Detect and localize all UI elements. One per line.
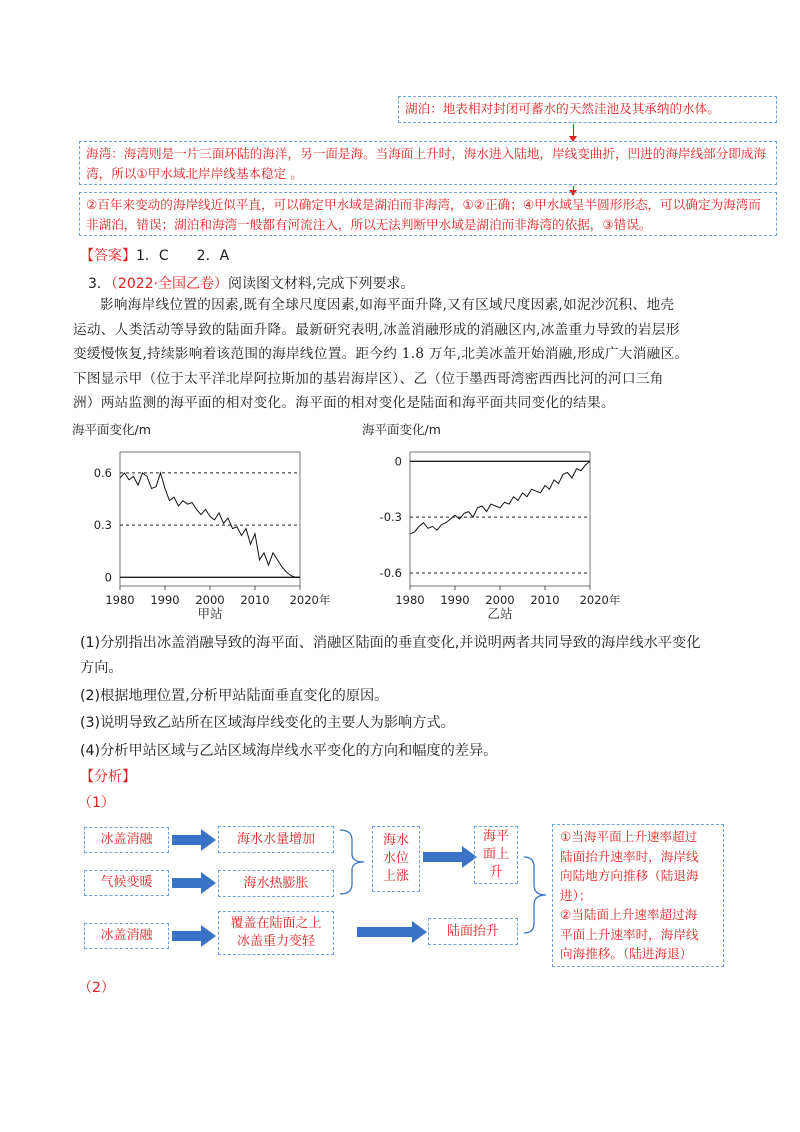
chart-y-tick-label: 0 — [394, 454, 402, 469]
flow-land-uplift: 陆面抬升 — [428, 918, 518, 945]
question3-passage — [73, 293, 773, 416]
arrow-down-2 — [573, 186, 574, 191]
chart-x-tick-label: 2010 — [530, 593, 560, 607]
chart-ylabel: 海平面变化/m — [72, 422, 151, 437]
answer-label: 【答案】 — [80, 248, 136, 264]
lake-definition-text: 湖泊：地表相对封闭可蓄水的天然洼池及其承纳的水体。 — [405, 101, 720, 116]
answer-text: 1．C 2．A — [136, 248, 230, 264]
chart-y-tick-label: 0.6 — [93, 465, 112, 480]
conclusion-text: ②百年来变动的海岸线近似平直，可以确定甲水域是湖泊而非海湾，①②正确；④甲水域呈半圆形形态，可以确定为海湾而非湖泊，错误；湖泊和海湾一般都有河流注入，所以无法判断甲水域是湖泊而非海湾的依据，③错误。 — [86, 197, 761, 232]
question3-header — [88, 273, 414, 293]
analysis-part2: （2） — [78, 980, 115, 996]
flow-arrow-1 — [172, 835, 202, 845]
passage-line: 影响海岸线位置的因素,既有全球尺度因素,如海平面升降,又有区域尺度因素,如泥沙沉积、地壳 — [100, 297, 675, 313]
flow-arrow-2 — [172, 878, 202, 888]
chart-station-yi — [350, 418, 650, 626]
flow-bracket — [336, 826, 372, 898]
arrow-down-1 — [573, 124, 574, 137]
chart-title: 甲站 — [197, 606, 223, 621]
flow-climate-warming: 气候变暖 — [84, 870, 169, 896]
flow-arrow-5 — [357, 927, 413, 937]
chart-frame — [410, 452, 590, 586]
chart-series-line — [410, 461, 590, 534]
passage-line: 变缓慢恢复,持续影响着该范围的海岸线位置。距今约 1.8 万年,北美冰盖开始消融,形成广大消融区。 — [73, 346, 689, 362]
question-item-3: (3)说明导致乙站所在区域海岸线变化的主要人为影响方式。 — [80, 715, 455, 731]
chart-x-tick-label: 1980 — [395, 593, 425, 607]
question-item-4: (4)分析甲站区域与乙站区域海岸线水平变化的方向和幅度的差异。 — [80, 743, 498, 759]
analysis-part1: （1） — [78, 795, 115, 811]
passage-line: 运动、人类活动等导致的陆面升降。最新研究表明,冰盖消融形成的消融区内,冰盖重力导致的岩层形 — [73, 321, 680, 338]
bay-definition-text: 海湾：海湾则是一片三面环陆的海洋，另一面是海。当海面上升时，海水进入陆地，岸线变曲折，凹进的海岸线部分即成海湾，所以①甲水域北岸岸线基本稳定 。 — [86, 146, 767, 181]
bay-definition-box — [79, 141, 777, 185]
passage-line: 下图显示甲（位于太平洋北岸阿拉斯加的基岩海岸区）、乙（位于墨西哥湾密西西比河的河口三角 — [73, 370, 664, 387]
conclusion-box — [79, 192, 777, 236]
chart-frame — [120, 452, 300, 586]
flow-result-box: ①当海平面上升速率超过 陆面抬升速率时，海岸线 向陆地方向推移（陆退海 进）； ②当陆面上升速率超过海 平面上升速率时，海岸线 向海推移。（陆进海退） — [552, 824, 724, 967]
chart-x-tick-label: 2020年 — [579, 593, 621, 607]
question3-number: 3． — [88, 276, 111, 292]
chart-x-tick-label: 2000 — [485, 593, 515, 607]
chart-title: 乙站 — [487, 606, 513, 621]
flow-sea-level-rise: 海平 面上 升 — [474, 826, 518, 884]
chart-x-tick-label: 1980 — [105, 593, 135, 607]
flow-arrow-4 — [172, 931, 202, 941]
chart-y-tick-label: 0 — [104, 570, 112, 585]
chart-station-jia — [60, 418, 360, 626]
flow-ice-melt-1: 冰盖消融 — [84, 827, 169, 853]
chart-x-tick-label: 2010 — [240, 593, 270, 607]
chart-ylabel: 海平面变化/m — [362, 422, 441, 437]
lake-definition-box — [398, 96, 777, 123]
question3-source: （2022·全国乙卷） — [110, 276, 229, 292]
chart-x-tick-label: 1990 — [150, 593, 180, 607]
flow-thermal-expansion: 海水热膨胀 — [218, 870, 334, 897]
chart-x-tick-label: 1990 — [440, 593, 470, 607]
question3-instruction: 阅读图文材料,完成下列要求。 — [228, 276, 415, 292]
question-item-1b: 方向。 — [80, 660, 123, 676]
chart-y-tick-label: -0.6 — [379, 565, 402, 580]
question-item-1a: (1)分别指出冰盖消融导致的海平面、消融区陆面的垂直变化,并说明两者共同导致的海岸线水平变化 — [80, 635, 701, 651]
passage-line: 洲）两站监测的海平面的相对变化。海平面的相对变化是陆面和海平面共同变化的结果。 — [73, 395, 615, 411]
flow-bracket-2 — [522, 853, 556, 937]
answer-line — [80, 245, 229, 265]
flow-arrow-3 — [423, 852, 463, 862]
chart-x-tick-label: 2020年 — [289, 593, 331, 607]
analysis-label: 【分析】 — [80, 769, 136, 785]
flow-ice-lighter: 覆盖在陆面之上 冰盖重力变轻 — [218, 911, 334, 955]
chart-x-tick-label: 2000 — [195, 593, 225, 607]
flow-water-level-rise: 海水 水位 上涨 — [372, 826, 420, 892]
chart-y-tick-label: 0.3 — [93, 518, 112, 533]
flow-ice-melt-2: 冰盖消融 — [84, 923, 169, 949]
flow-water-increase: 海水水量增加 — [218, 826, 334, 853]
chart-y-tick-label: -0.3 — [379, 510, 402, 525]
question-item-2: (2)根据地理位置,分析甲站陆面垂直变化的原因。 — [80, 688, 389, 704]
